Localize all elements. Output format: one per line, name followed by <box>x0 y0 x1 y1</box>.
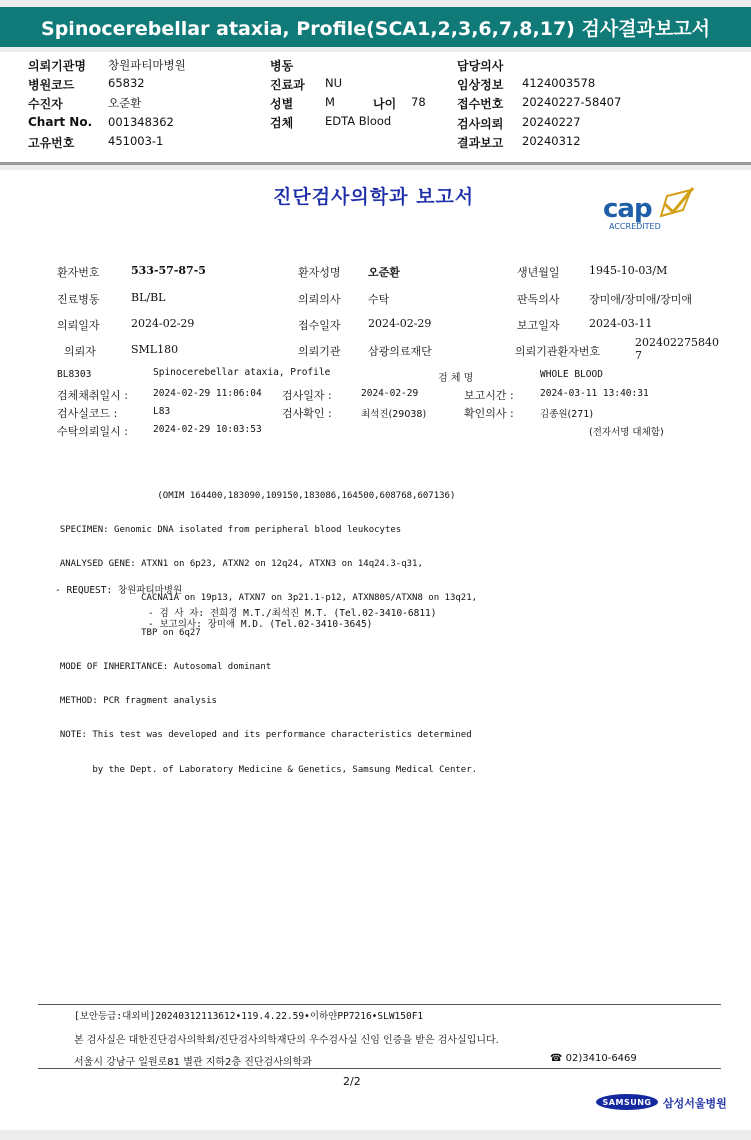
note-line: ANALYSED GENE: ATXN1 on 6p23, ATXN2 on 12q24, ATXN3 on 14q24.3-q31, <box>49 559 423 570</box>
cap-accredited-text: ACCREDITED <box>609 222 661 231</box>
report-title-bar: Spinocerebellar ataxia, Profile(SCA1,2,3,6,7,8,17) 검사결과보고서 <box>0 7 751 47</box>
test-notes <box>49 468 477 799</box>
test-code: BL8303 <box>57 369 92 380</box>
receipt-date-value: 2024-02-29 <box>368 317 432 330</box>
birth-value: 1945-10-03/M <box>589 264 668 277</box>
test-request-value: 20240227 <box>522 115 581 129</box>
report-date-label: 보고일자 <box>517 319 560 332</box>
test-name: Spinocerebellar ataxia, Profile <box>153 367 331 378</box>
receipt-no-value: 20240227-58407 <box>522 95 622 109</box>
result-report-value: 20240312 <box>522 134 581 148</box>
clinical-info-value: 4124003578 <box>522 76 596 90</box>
age-value: 78 <box>411 95 426 109</box>
collect-label: 검체채취일시 : <box>57 389 128 402</box>
note-line: NOTE: This test was developed and its performance characteristics determined <box>49 730 472 741</box>
req-institution-label: 의뢰기관 <box>298 345 341 358</box>
req-institution-value: 삼광의료재단 <box>368 345 432 358</box>
unique-no-value: 451003-1 <box>108 134 164 148</box>
hospital-name: 삼성서울병원 <box>663 1097 727 1110</box>
examiner-line: - 검 사 자: 전희경 M.T./최석진 M.T. (Tel.02-3410-6811) <box>148 608 437 619</box>
birth-label: 생년월일 <box>517 266 560 279</box>
esign-note: (전자서명 대체함) <box>589 427 664 438</box>
result-report-label: 결과보고 <box>457 136 504 150</box>
report-date-value: 2024-03-11 <box>589 317 653 330</box>
requester-value: SML180 <box>131 343 179 356</box>
collect-value: 2024-02-29 11:06:04 <box>153 388 262 399</box>
cap-word: cap <box>603 194 652 224</box>
page-number: 2/2 <box>343 1075 361 1088</box>
note-line: by the Dept. of Laboratory Medicine & Genetics, Samsung Medical Center. <box>49 764 478 775</box>
note-line: MODE OF INHERITANCE: Autosomal dominant <box>49 661 272 672</box>
note-line: SPECIMEN: Genomic DNA isolated from peripheral blood leukocytes <box>49 525 402 536</box>
confirm-doctor-label: 확인의사 : <box>464 407 514 420</box>
patient-no-value: 533-57-87-5 <box>131 264 206 277</box>
req-inst-patient-no-value-2: 7 <box>635 349 642 362</box>
requester-label: 의뢰자 <box>64 345 96 358</box>
ward-value-2: BL/BL <box>131 291 166 304</box>
report-time-value: 2024-03-11 13:40:31 <box>540 388 649 399</box>
reporter-line: - 보고의사: 장미애 M.D. (Tel.02-3410-3645) <box>148 619 373 630</box>
reading-doctor-value: 장미애/장미애/장미애 <box>589 293 693 306</box>
reading-doctor-label: 판독의사 <box>517 293 560 306</box>
footer-divider-bottom <box>38 1068 721 1069</box>
req-inst-patient-no-value-1: 202402275840 <box>635 336 719 349</box>
req-date-label: 의뢰일자 <box>57 319 100 332</box>
test-confirm-value: 최석진(29038) <box>361 409 427 420</box>
report-paper <box>0 170 751 1130</box>
requesting-institution-value: 창원파티마병원 <box>108 58 186 72</box>
test-request-label: 검사의뢰 <box>457 117 504 131</box>
receipt-no-label: 접수번호 <box>457 97 504 111</box>
security-line: [보안등급:대외비]20240312113612•119.4.22.59•이하얀PP7216•SLW150F1 <box>74 1011 424 1022</box>
clinical-info-label: 임상정보 <box>457 78 504 92</box>
cap-accredited-logo <box>597 186 707 236</box>
note-line: METHOD: PCR fragment analysis <box>49 696 217 707</box>
age-label: 나이 <box>373 97 397 111</box>
req-date-value: 2024-02-29 <box>131 317 195 330</box>
sex-label: 성별 <box>270 97 294 111</box>
report-heading: 진단검사의학과 보고서 <box>273 186 475 208</box>
note-line: CACNA1A on 19p13, ATXN7 on 3p21.1-p12, ATXN80S/ATXN8 on 13q21, <box>49 593 478 604</box>
samsung-logo: SAMSUNG <box>596 1094 658 1110</box>
chart-no-value: 001348362 <box>108 115 174 129</box>
test-date-label: 검사일자 : <box>282 389 332 402</box>
footer-divider-top <box>38 1004 721 1005</box>
ward-label: 병동 <box>270 59 294 73</box>
room-code-value: L83 <box>153 406 171 417</box>
header-panel <box>0 52 751 162</box>
request-line: - REQUEST: 창원파티마병원 <box>55 585 183 596</box>
unique-no-label: 고유번호 <box>28 136 75 150</box>
consign-label: 수탁의뢰일시 : <box>57 425 128 438</box>
ward-label-2: 진료병동 <box>57 293 100 306</box>
specimen-label: 검체 <box>270 116 294 130</box>
req-doctor-label: 의뢰의사 <box>298 293 341 306</box>
report-time-label: 보고시간 : <box>464 389 514 402</box>
department-value: NU <box>325 76 343 90</box>
confirm-doctor-value: 김종원(271) <box>540 409 594 420</box>
address-line: 서울시 강남구 일원로81 별관 지하2층 진단검사의학과 <box>74 1057 312 1068</box>
receipt-date-label: 접수일자 <box>298 319 341 332</box>
test-confirm-label: 검사확인 : <box>282 407 332 420</box>
patient-value: 오준환 <box>108 96 142 110</box>
req-doctor-value: 수탁 <box>368 293 390 306</box>
room-code-label: 검사실코드 : <box>57 407 118 420</box>
specimen-name-label: 검 체 명 <box>438 373 474 384</box>
hospital-code-label: 병원코드 <box>28 78 75 92</box>
consign-value: 2024-02-29 10:03:53 <box>153 424 262 435</box>
note-line: (OMIM 164400,183090,109150,183086,164500,608768,607136) <box>49 490 456 501</box>
chart-no-label: Chart No. <box>28 115 93 129</box>
specimen-value: EDTA Blood <box>325 114 392 128</box>
sex-value: M <box>325 95 335 109</box>
req-inst-patient-no-label: 의뢰기관환자번호 <box>515 345 601 358</box>
department-label: 진료과 <box>270 78 305 92</box>
patient-name-value: 오준환 <box>368 266 400 279</box>
patient-name-label: 환자성명 <box>298 266 341 279</box>
specimen-name-value: WHOLE BLOOD <box>540 369 603 380</box>
cert-line: 본 검사실은 대한진단검사의학회/진단검사의학재단의 우수검사실 신임 인증을 받은 검사실입니다. <box>74 1035 499 1046</box>
doctor-label: 담당의사 <box>457 59 504 73</box>
requesting-institution-label: 의뢰기관명 <box>28 59 86 73</box>
patient-label: 수진자 <box>28 97 63 111</box>
phone-line: ☎ 02)3410-6469 <box>550 1053 637 1064</box>
hospital-code-value: 65832 <box>108 76 145 90</box>
header-divider <box>0 162 751 165</box>
patient-no-label: 환자번호 <box>57 266 100 279</box>
test-date-value: 2024-02-29 <box>361 388 419 399</box>
note-line: TBP on 6q27 <box>49 627 201 638</box>
